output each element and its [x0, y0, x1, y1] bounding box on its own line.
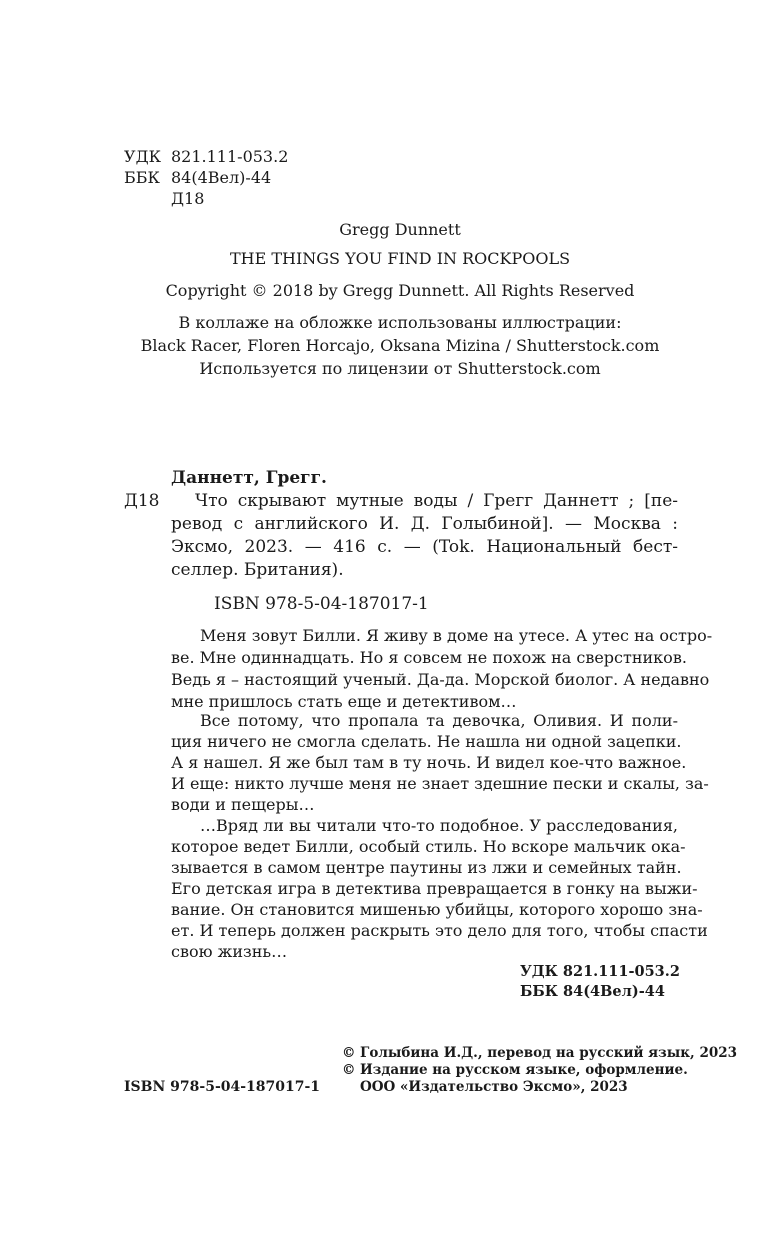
annotation-line: А я нашел. Я же был там в ту ночь. И видел кое-что важное.: [171, 753, 687, 772]
annotation-line: Все потому, что пропала та девочка, Оливия. И поли-: [200, 711, 678, 730]
catalog-line: Эксмо, 2023. — 416 с. — (Tok. Национальный бест-: [171, 537, 678, 557]
catalog-line: селлер. Британия).: [171, 560, 344, 580]
annotation-line: Меня зовут Билли. Я живу в доме на утесе. А утес на остро-: [200, 626, 713, 645]
annotation-line: свою жизнь…: [171, 942, 288, 961]
udk-value: 821.111-053.2: [171, 147, 289, 166]
catalog-line: Что скрывают мутные воды / Грегг Даннетт ; [пе-: [195, 491, 678, 511]
annotation-line: …Вряд ли вы читали что-то подобное. У расследования,: [200, 816, 678, 835]
catalog-line: ревод с английского И. Д. Голыбиной]. — Москва :: [171, 514, 678, 534]
copyright-symbol: ©: [342, 1045, 356, 1061]
udk-label: УДК: [124, 147, 161, 166]
bottom-bbk: ББК 84(4Вел)-44: [520, 983, 665, 1000]
annotation-line: Его детская игра в детектива превращается в гонку на выжи-: [171, 879, 698, 898]
catalog-isbn: ISBN 978-5-04-187017-1: [214, 594, 429, 614]
cover-credit-line: В коллаже на обложке использованы иллюстрации:: [178, 313, 622, 332]
copyright-symbol: ©: [342, 1062, 356, 1078]
copyright-translation: Голыбина И.Д., перевод на русский язык, 2023: [360, 1045, 738, 1061]
bottom-udk: УДК 821.111-053.2: [520, 963, 680, 980]
copyright-edition: Издание на русском языке, оформление.: [360, 1062, 688, 1078]
annotation-line: мне пришлось стать еще и детективом…: [171, 692, 517, 711]
annotation-line: Ведь я – настоящий ученый. Да-да. Морской биолог. А недавно: [171, 670, 710, 689]
catalog-mark: Д18: [124, 491, 160, 511]
original-copyright: Copyright © 2018 by Gregg Dunnett. All Rights Reserved: [165, 281, 635, 300]
annotation-line: вание. Он становится мишенью убийцы, которого хорошо зна-: [171, 900, 703, 919]
bbk-value: 84(4Вел)-44: [171, 168, 272, 187]
annotation-line: которое ведет Билли, особый стиль. Но вскоре мальчик ока-: [171, 837, 686, 856]
annotation-line: ве. Мне одиннадцать. Но я совсем не похож на сверстников.: [171, 648, 687, 667]
annotation-line: ет. И теперь должен раскрыть это дело для того, чтобы спасти: [171, 921, 708, 940]
original-author: Gregg Dunnett: [339, 220, 461, 239]
author-mark: Д18: [171, 189, 205, 208]
original-title: THE THINGS YOU FIND IN ROCKPOOLS: [229, 249, 571, 268]
footer-isbn: ISBN 978-5-04-187017-1: [124, 1079, 321, 1095]
cover-credit-line: Используется по лицензии от Shutterstock.com: [199, 359, 601, 378]
copyright-publisher: ООО «Издательство Эксмо», 2023: [360, 1079, 628, 1095]
annotation-line: И еще: никто лучше меня не знает здешние пески и скалы, за-: [171, 774, 709, 793]
catalog-heading: Даннетт, Грегг.: [171, 468, 327, 488]
annotation-line: води и пещеры…: [171, 795, 315, 814]
annotation-line: ция ничего не смогла сделать. Не нашла ни одной зацепки.: [171, 732, 682, 751]
annotation-line: зывается в самом центре паутины из лжи и семейных тайн.: [171, 858, 682, 877]
cover-credit-line: Black Racer, Floren Horcajo, Oksana Mizina / Shutterstock.com: [140, 336, 660, 355]
bbk-label: ББК: [124, 168, 160, 187]
